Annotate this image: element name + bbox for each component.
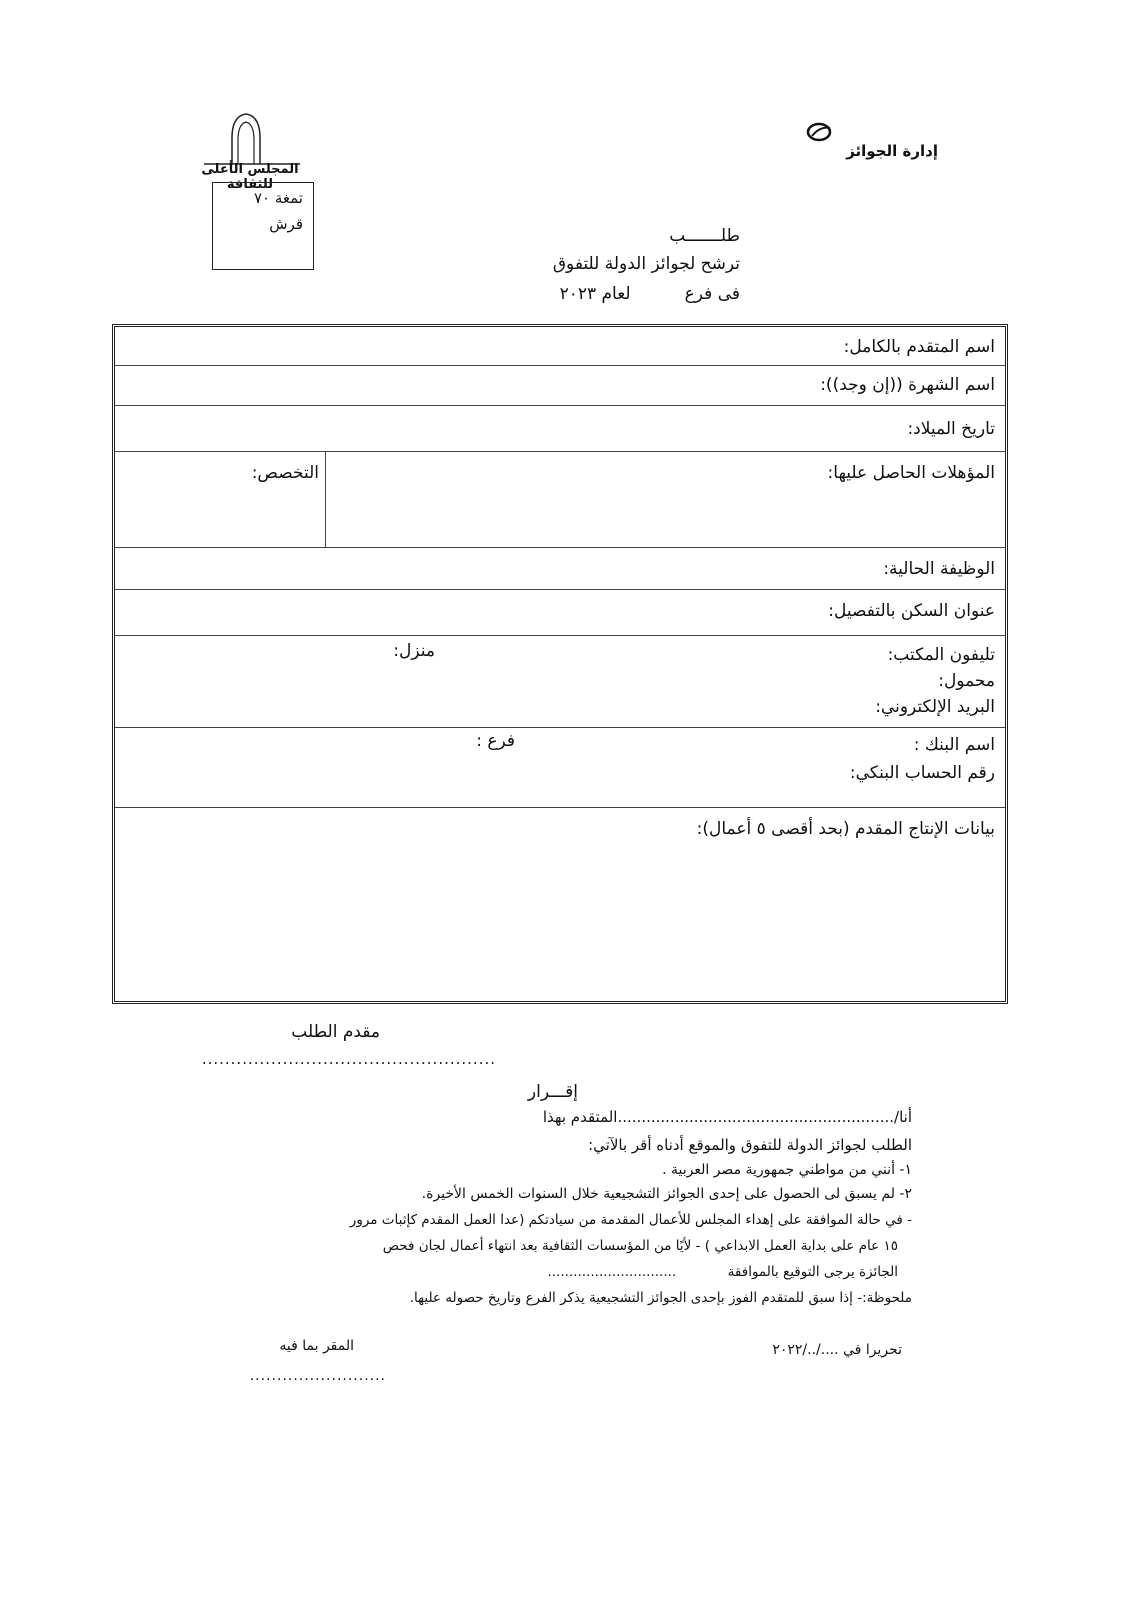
row-current-job[interactable] (115, 547, 1005, 590)
office-phone-label: تليفون المكتب: (887, 645, 995, 665)
declarant-label: المقر بما فيه (279, 1338, 354, 1354)
production-label: بيانات الإنتاج المقدم (بحد أقصى ٥ أعمال): (696, 819, 995, 839)
form-subtitle: ترشح لجوائز الدولة للتفوق (552, 254, 740, 274)
declaration-title: إقـــرار (527, 1082, 578, 1102)
bank-account-label: رقم الحساب البنكي: (849, 763, 995, 783)
stamp-unit: قرش (269, 215, 303, 233)
row-qualifications[interactable] (115, 451, 1005, 548)
awards-administration-logo (798, 118, 938, 168)
row-full-name[interactable] (115, 327, 1005, 366)
full-name-label: اسم المتقدم بالكامل: (843, 337, 995, 357)
application-form (112, 324, 1008, 1004)
declarant-signature-line[interactable]: ......................... (249, 1368, 386, 1384)
row-production[interactable] (115, 807, 1005, 995)
home-phone-label: منزل: (393, 641, 435, 661)
declaration-line2: الطلب لجوائز الدولة للتفوق والموقع أدناه أقر بالآتي: (588, 1136, 912, 1154)
declaration-note: ملحوظة:- إذا سبق للمتقدم الفوز بإحدى الجوائز التشجيعية يذكر الفرع وتاريخ حصوله عليها. (409, 1290, 912, 1306)
qualifications-divider (325, 451, 326, 547)
bank-branch-label: فرع : (476, 731, 515, 751)
row-birth-date[interactable] (115, 405, 1005, 452)
specialization-label: التخصص: (251, 463, 319, 483)
declaration-item-1: ١- أنني من مواطني جمهورية مصر العربية . (662, 1162, 912, 1178)
row-known-name[interactable] (115, 365, 1005, 406)
email-label: البريد الإلكتروني: (875, 697, 995, 717)
qualifications-label: المؤهلات الحاصل عليها: (827, 463, 995, 483)
stamp-value: تمغة ٧٠ (253, 189, 303, 207)
stamp-box (212, 182, 314, 270)
bank-name-label: اسم البنك : (913, 735, 995, 755)
applicant-label: مقدم الطلب (291, 1022, 380, 1042)
declaration-item-3b: ١٥ عام على بداية العمل الابداعي ) - لأيًا من المؤسسات الثقافية بعد انتهاء أعمال لجان فحص (382, 1238, 898, 1254)
known-name-label: اسم الشهرة ((إن وجد)): (820, 375, 995, 395)
declaration-item-3c[interactable]: الجائزة يرجى التوقيع بالموافقة .............................. (547, 1264, 898, 1280)
declaration-date[interactable]: تحريرا في ..../../٢٠٢٢ (772, 1342, 902, 1358)
form-title: طلـــــــب (669, 226, 740, 246)
dome-icon (200, 110, 310, 166)
declaration-line1[interactable]: أنا/..........................................................المتقدم بهذا (542, 1108, 912, 1126)
declaration-item-3a: - في حالة الموافقة على إهداء المجلس للأعمال المقدمة من سيادتكم (عدا العمل المقدم كإثبات مرور (349, 1212, 912, 1228)
form-branch-year: فى فرع لعام ٢٠٢٣ (559, 284, 740, 304)
awards-logo-icon (806, 122, 832, 142)
current-job-label: الوظيفة الحالية: (883, 559, 995, 579)
row-address[interactable] (115, 589, 1005, 636)
row-contacts[interactable] (115, 635, 1005, 728)
birth-date-label: تاريخ الميلاد: (907, 419, 995, 439)
address-label: عنوان السكن بالتفصيل: (828, 601, 995, 621)
supreme-council-culture-logo (200, 110, 310, 192)
awards-logo-text: إدارة الجوائز (846, 142, 938, 160)
applicant-signature-line[interactable]: ................................................... (201, 1050, 496, 1068)
mobile-label: محمول: (938, 671, 995, 691)
row-bank[interactable] (115, 727, 1005, 808)
declaration-item-2: ٢- لم يسبق لى الحصول على إحدى الجوائز التشجيعية خلال السنوات الخمس الأخيرة. (421, 1186, 912, 1202)
council-logo-text: المجلس الأعلى للثقافة (201, 162, 299, 192)
